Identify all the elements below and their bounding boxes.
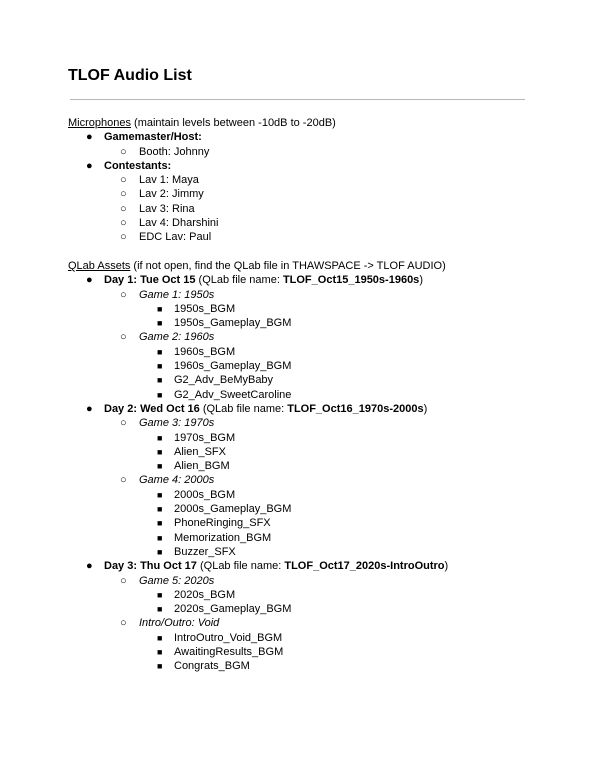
list-item-game: ○ Game 1: 1950s: [120, 288, 215, 301]
square-bullet-icon: ■: [157, 303, 163, 314]
qlab-note: (if not open, find the QLab file in THAWSPACE -> TLOF AUDIO): [130, 259, 446, 272]
list-item: ■ AwaitingResults_BGM: [157, 645, 284, 658]
page-title: TLOF Audio List: [68, 67, 192, 84]
list-item-game: ○ Intro/Outro: Void: [120, 617, 220, 630]
spacer: [68, 245, 568, 259]
qlab-assets-link[interactable]: QLab Assets: [68, 259, 131, 272]
list-item: ■ 1950s_BGM: [157, 302, 236, 315]
list-item: ■ 2000s_BGM: [157, 488, 236, 501]
hollow-bullet-icon: ○: [120, 417, 127, 430]
list-item: ■ 1960s_BGM: [157, 345, 236, 358]
list-item: ■ Buzzer_SFX: [157, 545, 236, 558]
list-item: ■ Memorization_BGM: [157, 531, 272, 544]
list-item: ■ Congrats_BGM: [157, 660, 250, 673]
list-item: ■ G2_Adv_SweetCaroline: [157, 388, 292, 401]
list-item: ■ IntroOutro_Void_BGM: [157, 631, 283, 644]
list-item: ■ Alien_BGM: [157, 460, 230, 473]
square-bullet-icon: ■: [157, 504, 163, 515]
filled-bullet-icon: ●: [86, 131, 93, 144]
hollow-bullet-icon: ○: [120, 574, 127, 587]
microphones-list: [68, 130, 568, 244]
microphones-heading: [68, 116, 568, 130]
square-bullet-icon: ■: [157, 432, 163, 443]
square-bullet-icon: ■: [157, 532, 163, 543]
microphones-link[interactable]: Microphones: [68, 117, 131, 129]
list-item: ○ Booth: Johnny: [120, 145, 210, 158]
hollow-bullet-icon: ○: [120, 217, 127, 230]
list-item: ○ Lav 3: Rina: [120, 202, 195, 215]
list-item: ○ Lav 4: Dharshini: [120, 217, 219, 230]
square-bullet-icon: ■: [157, 546, 163, 557]
list-item-game: ○ Game 5: 2020s: [120, 574, 215, 587]
list-item: ■ G2_Adv_BeMyBaby: [157, 374, 274, 387]
list-item: ○ Lav 1: Maya: [120, 174, 199, 187]
list-item-day-3: ● Day 3: Thu Oct 17 (QLab file name: TLOF_Oct17_2020s-IntroOutro): [86, 560, 449, 573]
list-item: ■ 1950s_Gameplay_BGM: [157, 317, 292, 330]
filled-bullet-icon: ●: [86, 159, 93, 172]
hollow-bullet-icon: ○: [120, 331, 127, 344]
list-item: ■ 2020s_Gameplay_BGM: [157, 603, 292, 616]
list-item-gamemaster: ● Gamemaster/Host:: [86, 131, 202, 144]
hollow-bullet-icon: ○: [120, 202, 127, 215]
document-body: [68, 116, 568, 674]
square-bullet-icon: ■: [157, 661, 163, 672]
qlab-heading: [68, 259, 568, 273]
horizontal-divider: [70, 99, 525, 100]
list-item: ■ PhoneRinging_SFX: [157, 517, 271, 530]
list-item: ■ 1970s_BGM: [157, 431, 236, 444]
hollow-bullet-icon: ○: [120, 231, 127, 244]
list-item-contestants: ● Contestants:: [86, 159, 172, 172]
list-item: ■ Alien_SFX: [157, 445, 226, 458]
list-item: ○ Lav 2: Jimmy: [120, 188, 204, 201]
square-bullet-icon: ■: [157, 461, 163, 472]
square-bullet-icon: ■: [157, 446, 163, 457]
square-bullet-icon: ■: [157, 375, 163, 386]
list-item: ■ 1960s_Gameplay_BGM: [157, 360, 292, 373]
square-bullet-icon: ■: [157, 646, 163, 657]
hollow-bullet-icon: ○: [120, 188, 127, 201]
square-bullet-icon: ■: [157, 361, 163, 372]
hollow-bullet-icon: ○: [120, 288, 127, 301]
square-bullet-icon: ■: [157, 589, 163, 600]
square-bullet-icon: ■: [157, 489, 163, 500]
list-item-day-1: ● Day 1: Tue Oct 15 (QLab file name: TLOF_Oct15_1950s-1960s): [86, 274, 423, 287]
list-item: ○ EDC Lav: Paul: [120, 231, 212, 244]
qlab-list: [68, 273, 568, 673]
square-bullet-icon: ■: [157, 518, 163, 529]
square-bullet-icon: ■: [157, 632, 163, 643]
hollow-bullet-icon: ○: [120, 474, 127, 487]
square-bullet-icon: ■: [157, 318, 163, 329]
list-item-game: ○ Game 2: 1960s: [120, 331, 215, 344]
list-item: ■ 2020s_BGM: [157, 588, 236, 601]
hollow-bullet-icon: ○: [120, 617, 127, 630]
hollow-bullet-icon: ○: [120, 174, 127, 187]
filled-bullet-icon: ●: [86, 402, 93, 415]
square-bullet-icon: ■: [157, 346, 163, 357]
hollow-bullet-icon: ○: [120, 145, 127, 158]
filled-bullet-icon: ●: [86, 560, 93, 573]
square-bullet-icon: ■: [157, 604, 163, 615]
filled-bullet-icon: ●: [86, 274, 93, 287]
list-item-game: ○ Game 3: 1970s: [120, 417, 215, 430]
microphones-note: (maintain levels between -10dB to -20dB): [130, 117, 336, 129]
list-item-day-2: ● Day 2: Wed Oct 16 (QLab file name: TLOF_Oct16_1970s-2000s): [86, 402, 428, 415]
square-bullet-icon: ■: [157, 389, 163, 400]
list-item-game: ○ Game 4: 2000s: [120, 474, 215, 487]
list-item: ■ 2000s_Gameplay_BGM: [157, 503, 292, 516]
